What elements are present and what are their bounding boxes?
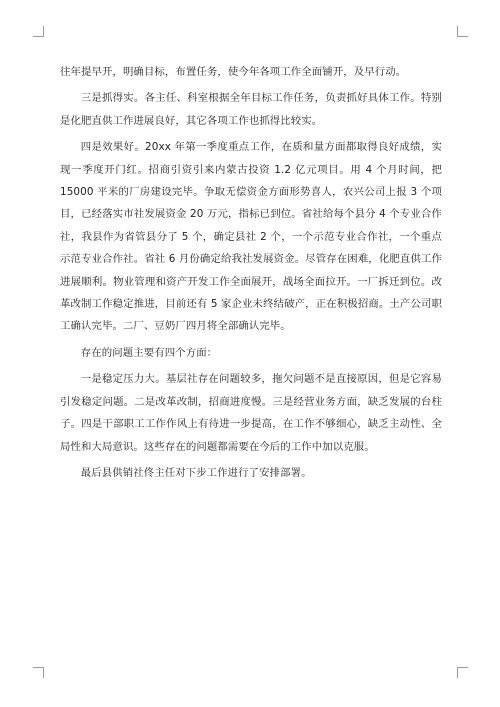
crop-mark-top-left <box>33 26 44 37</box>
paragraph-continuation: 往年提早开，明确目标，布置任务，使今年各项工作全面铺开，及早行动。 <box>60 66 407 78</box>
paragraph-problems-list: 一是稳定压力大。基层社存在问题较多，拖欠问题不是直接原因，但是它容易引发稳定问题。二是改革改制，招商进度慢。三是经营业务方面，缺乏发展的台柱子。四是干部职工工作作风上有待进一步提高，在工作不够细心，缺乏主动性、全局性和大局意识。这些存在的问题都需要在今后的工作中加以克服。 <box>60 373 442 453</box>
paragraph-point-four: 四是效果好。20xx 年第一季度重点工作，在质和量方面都取得良好成绩，实现一季度开门红。招商引资引来内蒙古投资 1.2 亿元项目。用 4 个月时间，把 15000 平米的厂房建设完毕。争取无偿资金方面形势喜人，农兴公司上报 3 个项目，已经落实市社发展资金 20 万元，指标已到位。省社给每个县分 4 个专业合作社，我县作为省管县分了 5 个，确定县社 2 个，一个示范专业合作社，一个重点示范专业合作社。省社 6 月份确定给我社发展资金。尽管存在困难，化肥直供工作进展顺利。物业管理和资产开发工作全面展开，战场全面拉开。一厂拆迁到位。改革改制工作稳定推进，目前还有 5 家企业未终结破产，正在积极招商。土产公司职工确认完毕。二厂、豆奶厂四月将全部确认完毕。 <box>60 141 442 333</box>
paragraph-point-three: 三是抓得实。各主任、科室根据全年目标工作任务，负责抓好具体工作。特别是化肥直供工作进展良好，其它各项工作也抓得比较实。 <box>60 92 442 127</box>
paragraph-problems-intro: 存在的问题主要有四个方面： <box>80 346 218 359</box>
document-body <box>60 61 442 488</box>
crop-mark-bottom-left <box>33 667 44 678</box>
crop-mark-bottom-right <box>457 667 468 678</box>
paragraph-closing: 最后县供销社佟主任对下步工作进行了安排部署。 <box>80 466 312 479</box>
crop-mark-top-right <box>457 26 468 37</box>
